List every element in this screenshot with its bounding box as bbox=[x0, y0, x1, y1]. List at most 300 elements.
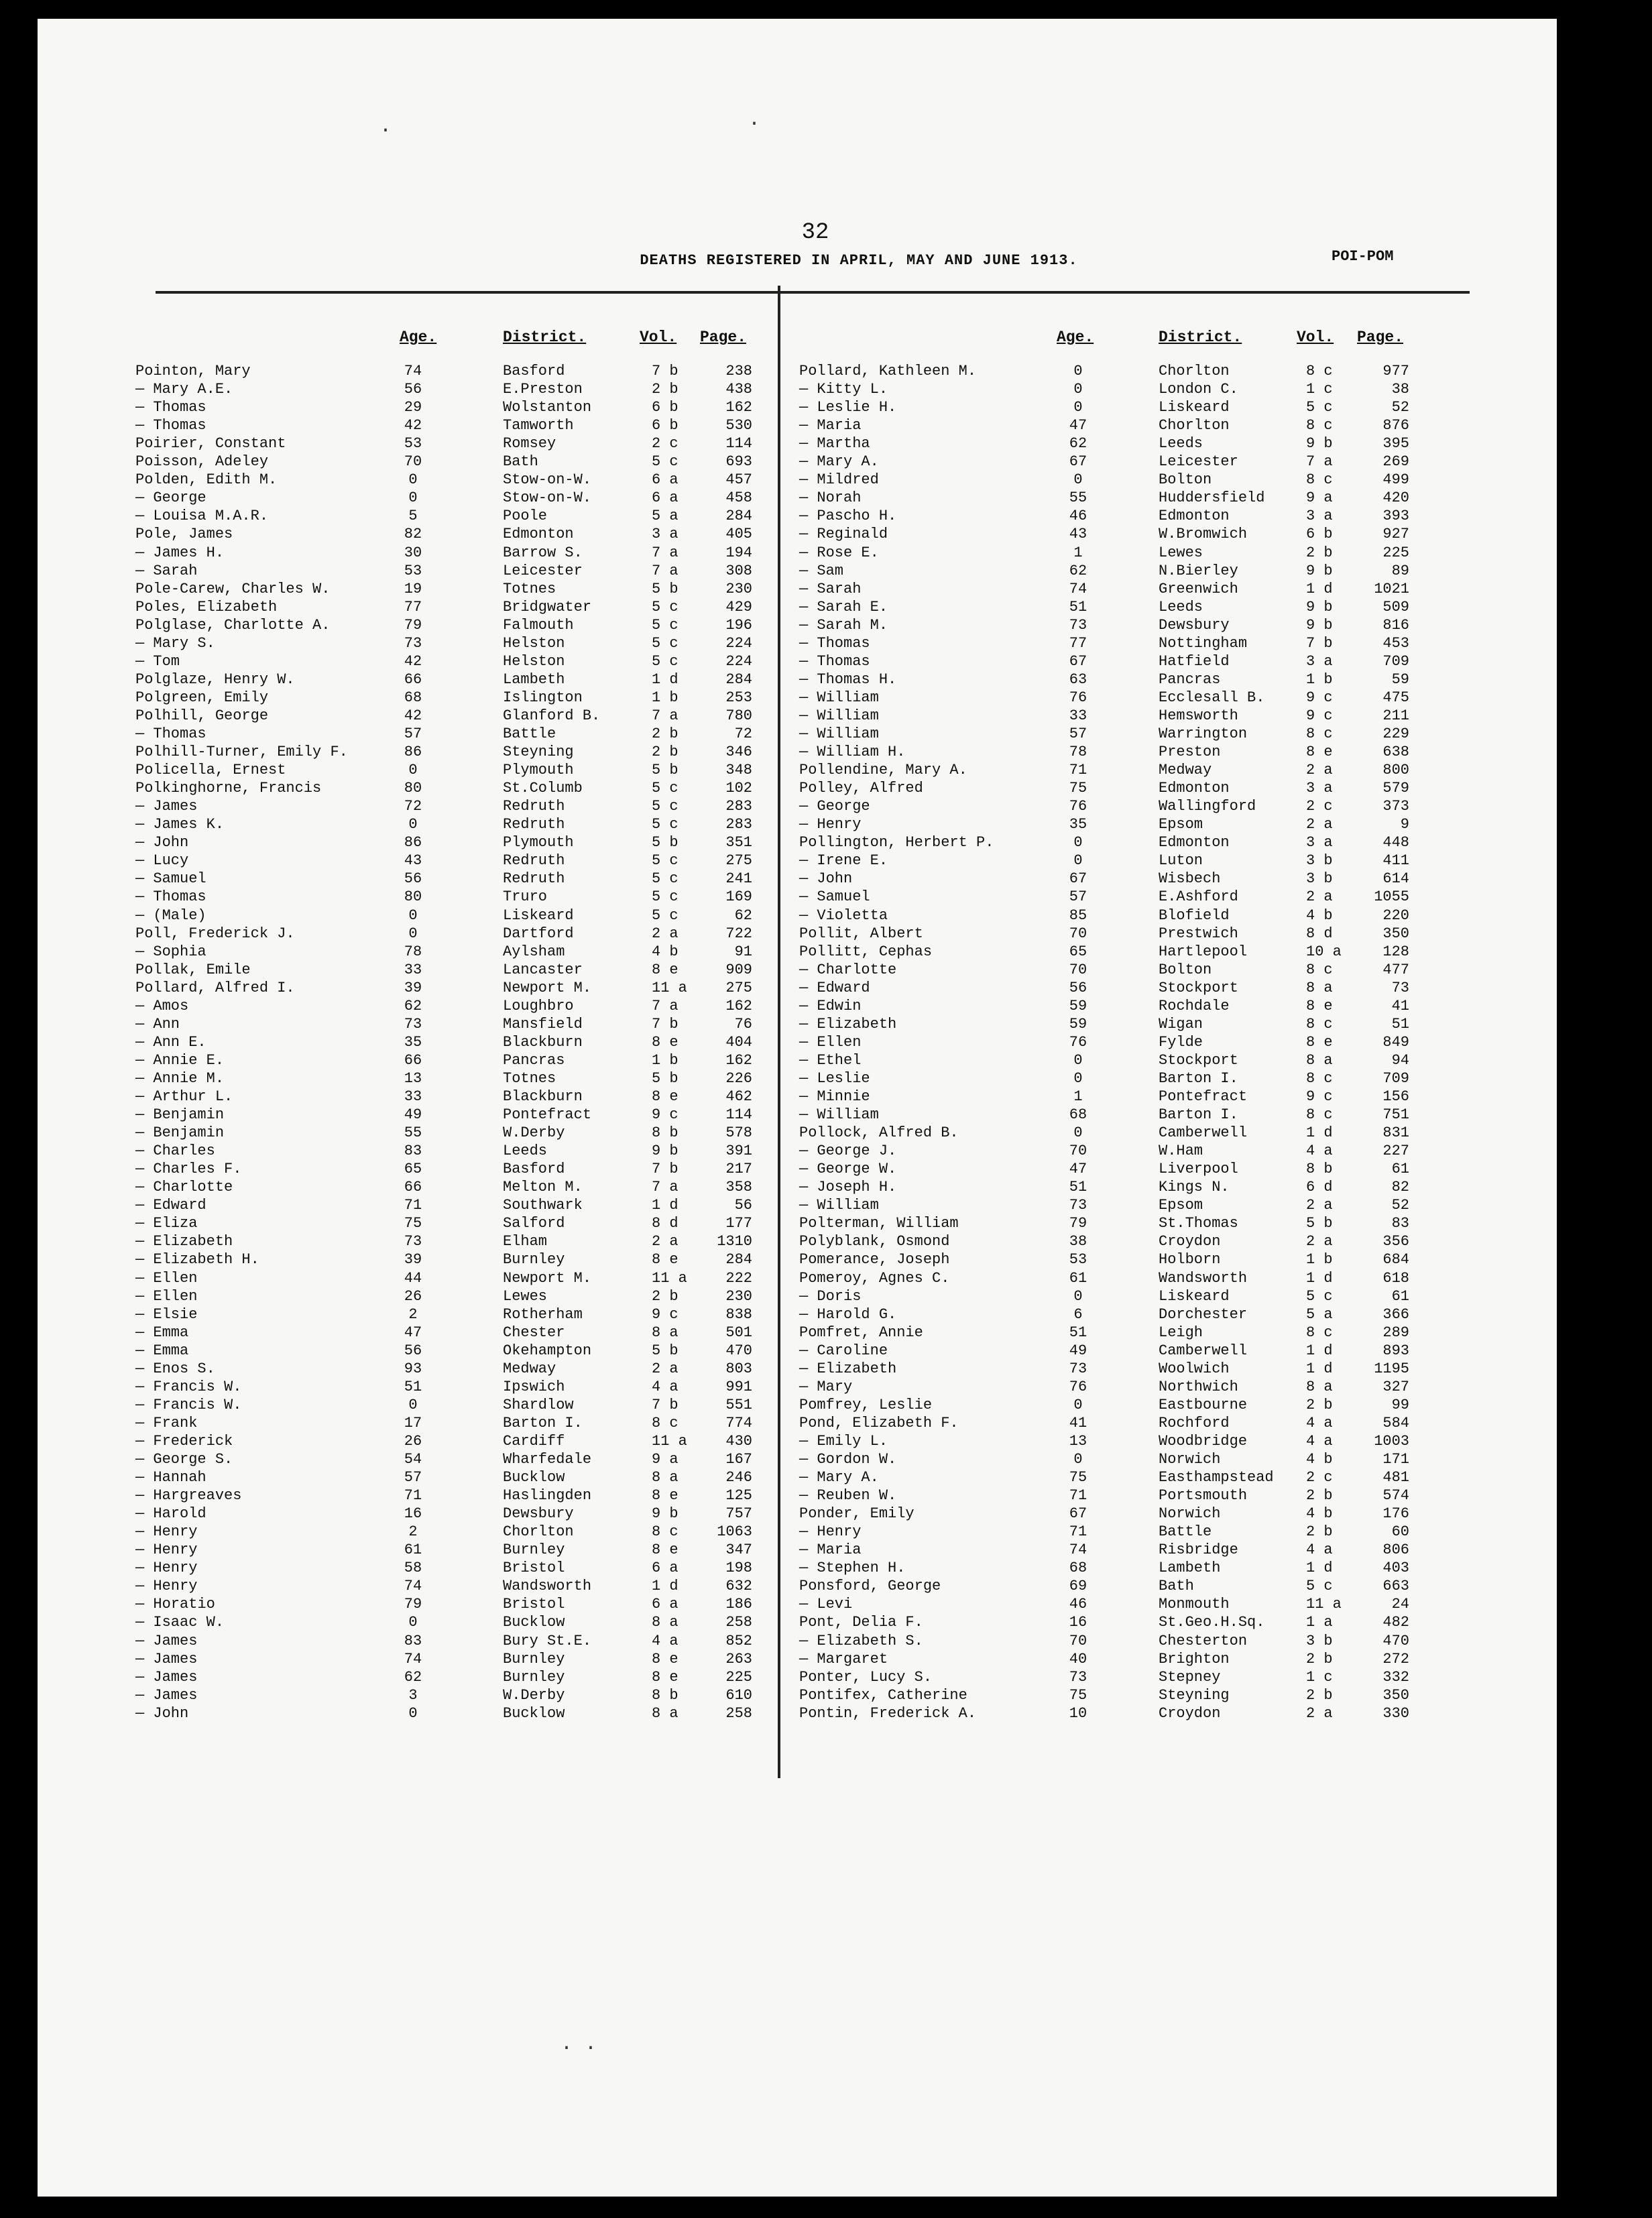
entry-age: 0 bbox=[1073, 1069, 1083, 1087]
entry-row bbox=[799, 1196, 1429, 1214]
entry-vol: 5 b bbox=[652, 762, 678, 779]
entry-age: 0 bbox=[1073, 834, 1083, 852]
entry-age: 47 bbox=[404, 1324, 422, 1341]
entry-vol: 7 a bbox=[652, 544, 678, 561]
entry-vol: 8 e bbox=[652, 1088, 678, 1105]
entry-name: — Annie E. bbox=[135, 1051, 225, 1069]
entry-district: Croydon bbox=[1159, 1233, 1221, 1250]
entry-vol: 7 a bbox=[652, 997, 678, 1014]
entry-district: Chorlton bbox=[1159, 417, 1230, 434]
entry-age: 93 bbox=[404, 1360, 422, 1377]
entry-page: 283 bbox=[725, 798, 752, 815]
entry-age: 68 bbox=[1069, 1560, 1087, 1577]
entry-name: — Francis W. bbox=[135, 1378, 242, 1395]
entry-row bbox=[135, 525, 766, 543]
entry-name: Polley, Alfred bbox=[799, 780, 923, 797]
entry-age: 5 bbox=[408, 508, 418, 525]
entry-age: 46 bbox=[1069, 508, 1087, 525]
entry-vol: 4 a bbox=[1306, 1432, 1333, 1450]
entry-row bbox=[135, 725, 766, 743]
entry-name: — Henry bbox=[135, 1578, 198, 1595]
entry-age: 35 bbox=[1069, 816, 1087, 833]
entry-age: 10 bbox=[1069, 1704, 1087, 1722]
entry-page: 59 bbox=[1391, 670, 1409, 688]
entry-name: — Doris bbox=[799, 1287, 862, 1305]
right-age-header: Age. bbox=[1057, 329, 1094, 346]
entry-name: — Maria bbox=[799, 1541, 862, 1559]
entry-district: Pontefract bbox=[503, 1106, 592, 1124]
entry-age: 74 bbox=[1069, 1541, 1087, 1559]
entry-name: — George S. bbox=[135, 1451, 233, 1468]
entry-name: — Harold bbox=[135, 1505, 206, 1523]
entry-vol: 8 c bbox=[1306, 1015, 1333, 1033]
entry-row bbox=[799, 1595, 1429, 1613]
entry-vol: 5 c bbox=[652, 598, 678, 616]
entry-name: Pomfret, Annie bbox=[799, 1324, 923, 1341]
entry-district: W.Derby bbox=[503, 1686, 565, 1704]
entry-page: 849 bbox=[1382, 1033, 1409, 1051]
entry-page: 457 bbox=[725, 471, 752, 489]
entry-vol: 1 a bbox=[1306, 1614, 1333, 1631]
entry-row bbox=[799, 1033, 1429, 1051]
entry-vol: 1 c bbox=[1306, 1668, 1333, 1686]
entry-district: Newport M. bbox=[503, 979, 592, 996]
entry-age: 73 bbox=[1069, 616, 1087, 634]
entry-name: — Horatio bbox=[135, 1596, 215, 1613]
entry-row bbox=[799, 1069, 1429, 1088]
entry-district: Bucklow bbox=[503, 1704, 565, 1722]
entry-vol: 7 b bbox=[652, 1015, 678, 1033]
entry-row bbox=[799, 979, 1429, 997]
entry-district: Bridgwater bbox=[503, 598, 592, 616]
entry-district: Stow-on-W. bbox=[503, 471, 592, 489]
entry-district: Tamworth bbox=[503, 417, 574, 434]
entry-vol: 8 d bbox=[652, 1215, 678, 1232]
entry-row bbox=[135, 1324, 766, 1342]
entry-age: 62 bbox=[1069, 562, 1087, 579]
entry-vol: 5 c bbox=[1306, 1578, 1333, 1595]
entry-row bbox=[799, 1342, 1429, 1360]
entry-row bbox=[135, 1595, 766, 1613]
entry-district: Liskeard bbox=[1159, 399, 1230, 416]
entry-district: Rochford bbox=[1159, 1414, 1230, 1432]
entry-page: 991 bbox=[725, 1378, 752, 1395]
entry-page: 224 bbox=[725, 652, 752, 670]
entry-name: — Maria bbox=[799, 417, 862, 434]
entry-vol: 1 d bbox=[1306, 1360, 1333, 1377]
entry-page: 60 bbox=[1391, 1523, 1409, 1541]
entry-age: 0 bbox=[1073, 852, 1083, 870]
entry-page: 263 bbox=[725, 1650, 752, 1668]
entry-page: 395 bbox=[1382, 435, 1409, 453]
entry-age: 75 bbox=[404, 1215, 422, 1232]
entry-name: — Rose E. bbox=[799, 544, 879, 561]
entry-vol: 11 a bbox=[1306, 1596, 1342, 1613]
entry-name: — Samuel bbox=[135, 870, 206, 888]
entry-name: — Elizabeth bbox=[135, 1233, 233, 1250]
entry-vol: 7 b bbox=[1306, 634, 1333, 652]
entry-vol: 9 c bbox=[1306, 1088, 1333, 1105]
entry-vol: 6 d bbox=[1306, 1179, 1333, 1196]
entry-district: Battle bbox=[1159, 1523, 1212, 1541]
entry-row bbox=[135, 1414, 766, 1432]
entry-age: 71 bbox=[404, 1197, 422, 1214]
entry-district: Helston bbox=[503, 652, 565, 670]
entry-name: — Sarah M. bbox=[799, 616, 888, 634]
entry-page: 347 bbox=[725, 1541, 752, 1559]
entry-district: Bath bbox=[1159, 1578, 1194, 1595]
entry-age: 33 bbox=[404, 1088, 422, 1105]
entry-name: — Gordon W. bbox=[799, 1451, 897, 1468]
entry-page: 393 bbox=[1382, 508, 1409, 525]
entry-page: 481 bbox=[1382, 1469, 1409, 1486]
left-age-header: Age. bbox=[400, 329, 437, 346]
entry-row bbox=[799, 1650, 1429, 1668]
entry-name: — Louisa M.A.R. bbox=[135, 508, 269, 525]
entry-page: 579 bbox=[1382, 780, 1409, 797]
entry-name: Polhill-Turner, Emily F. bbox=[135, 744, 348, 761]
entry-district: Newport M. bbox=[503, 1269, 592, 1287]
entry-row bbox=[799, 852, 1429, 870]
entry-name: Poisson, Adeley bbox=[135, 453, 269, 471]
entry-district: Hartlepool bbox=[1159, 943, 1248, 960]
entry-district: Stockport bbox=[1159, 1051, 1238, 1069]
entry-age: 0 bbox=[1073, 1124, 1083, 1142]
entry-district: Easthampstead bbox=[1159, 1469, 1274, 1486]
entry-row bbox=[135, 1160, 766, 1178]
entry-row bbox=[799, 888, 1429, 906]
entry-vol: 1 d bbox=[1306, 1342, 1333, 1359]
entry-age: 61 bbox=[1069, 1269, 1087, 1287]
entry-name: Pond, Elizabeth F. bbox=[799, 1414, 959, 1432]
entry-district: Norwich bbox=[1159, 1505, 1221, 1523]
entry-row bbox=[135, 1505, 766, 1523]
entry-page: 226 bbox=[725, 1069, 752, 1087]
entry-row bbox=[135, 1178, 766, 1196]
entry-district: Loughbro bbox=[503, 997, 574, 1014]
entry-district: Edmonton bbox=[503, 526, 574, 543]
entry-vol: 5 c bbox=[652, 816, 678, 833]
entry-row bbox=[135, 1015, 766, 1033]
entry-vol: 6 b bbox=[652, 399, 678, 416]
entry-row bbox=[135, 925, 766, 943]
entry-name: — Margaret bbox=[799, 1650, 888, 1668]
entry-age: 56 bbox=[404, 870, 422, 888]
entry-page: 308 bbox=[725, 562, 752, 579]
entry-page: 470 bbox=[1382, 1632, 1409, 1649]
entry-district: Blackburn bbox=[503, 1033, 583, 1051]
entry-name: Polyblank, Osmond bbox=[799, 1233, 950, 1250]
entry-vol: 9 b bbox=[652, 1143, 678, 1160]
entry-name: Pollendine, Mary A. bbox=[799, 762, 967, 779]
entry-district: Lewes bbox=[1159, 544, 1203, 561]
entry-age: 0 bbox=[1073, 471, 1083, 489]
entry-age: 57 bbox=[1069, 725, 1087, 742]
entry-age: 1 bbox=[1073, 1088, 1083, 1105]
entry-age: 70 bbox=[1069, 1143, 1087, 1160]
entry-vol: 3 b bbox=[1306, 1632, 1333, 1649]
speck-mark: · bbox=[379, 119, 392, 142]
left-district-header: District. bbox=[503, 329, 587, 346]
entry-page: 430 bbox=[725, 1432, 752, 1450]
entry-page: 227 bbox=[1382, 1143, 1409, 1160]
entry-name: — George bbox=[135, 489, 206, 507]
entry-name: — Edwin bbox=[799, 997, 862, 1014]
entry-age: 73 bbox=[404, 634, 422, 652]
entry-page: 475 bbox=[1382, 689, 1409, 706]
entry-district: Portsmouth bbox=[1159, 1487, 1248, 1505]
entry-page: 816 bbox=[1382, 616, 1409, 634]
entry-vol: 8 a bbox=[652, 1469, 678, 1486]
entry-vol: 1 b bbox=[1306, 1251, 1333, 1269]
entry-row bbox=[799, 434, 1429, 453]
entry-name: — Thomas bbox=[135, 399, 206, 416]
entry-name: — Ellen bbox=[135, 1269, 198, 1287]
entry-district: Chorlton bbox=[503, 1523, 574, 1541]
entry-page: 709 bbox=[1382, 652, 1409, 670]
entry-page: 709 bbox=[1382, 1069, 1409, 1087]
entry-row bbox=[135, 707, 766, 725]
entry-page: 551 bbox=[725, 1396, 752, 1413]
speck-mark: · bbox=[748, 113, 761, 135]
entry-page: 24 bbox=[1391, 1596, 1409, 1613]
entry-row bbox=[135, 1432, 766, 1450]
entry-row bbox=[135, 398, 766, 416]
page-number: 32 bbox=[801, 220, 829, 245]
entry-district: Romsey bbox=[503, 435, 556, 453]
entry-name: Pont, Delia F. bbox=[799, 1614, 923, 1631]
entry-row bbox=[135, 1650, 766, 1668]
entry-name: Ponder, Emily bbox=[799, 1505, 914, 1523]
entry-name: — Emma bbox=[135, 1342, 189, 1359]
entry-row bbox=[135, 1232, 766, 1250]
entry-age: 2 bbox=[408, 1523, 418, 1541]
entry-page: 162 bbox=[725, 1051, 752, 1069]
entry-page: 38 bbox=[1391, 381, 1409, 398]
entry-row bbox=[799, 1360, 1429, 1378]
entry-vol: 11 a bbox=[652, 979, 687, 996]
entry-district: Redruth bbox=[503, 798, 565, 815]
entry-name: — Henry bbox=[135, 1541, 198, 1559]
entry-district: Camberwell bbox=[1159, 1124, 1248, 1142]
entry-row bbox=[135, 1668, 766, 1686]
entry-page: 171 bbox=[1382, 1451, 1409, 1468]
entry-age: 49 bbox=[1069, 1342, 1087, 1359]
entry-row bbox=[135, 1378, 766, 1396]
entry-vol: 7 a bbox=[1306, 453, 1333, 471]
entry-district: Elham bbox=[503, 1233, 548, 1250]
entry-vol: 9 c bbox=[1306, 707, 1333, 724]
entry-vol: 8 c bbox=[1306, 417, 1333, 434]
entry-row bbox=[799, 1269, 1429, 1287]
entry-age: 58 bbox=[404, 1560, 422, 1577]
entry-age: 0 bbox=[408, 925, 418, 942]
entry-row bbox=[799, 1214, 1429, 1232]
entry-name: Polgreen, Emily bbox=[135, 689, 269, 706]
entry-name: — Mary bbox=[799, 1378, 853, 1395]
entry-age: 38 bbox=[1069, 1233, 1087, 1250]
entry-page: 52 bbox=[1391, 1197, 1409, 1214]
entry-age: 43 bbox=[1069, 526, 1087, 543]
entry-row bbox=[135, 453, 766, 471]
entry-age: 56 bbox=[404, 381, 422, 398]
entry-row bbox=[135, 1305, 766, 1324]
entry-age: 0 bbox=[408, 1704, 418, 1722]
entry-vol: 8 c bbox=[1306, 725, 1333, 742]
entry-row bbox=[799, 1124, 1429, 1142]
entry-name: — James K. bbox=[135, 816, 225, 833]
entry-district: Stockport bbox=[1159, 979, 1238, 996]
entry-name: — Reginald bbox=[799, 526, 888, 543]
entry-row bbox=[135, 1468, 766, 1486]
entry-district: Helston bbox=[503, 634, 565, 652]
entry-age: 13 bbox=[1069, 1432, 1087, 1450]
entry-district: Salford bbox=[503, 1215, 565, 1232]
entry-name: — Edward bbox=[799, 979, 870, 996]
entry-name: — Henry bbox=[135, 1523, 198, 1541]
entry-vol: 8 c bbox=[1306, 471, 1333, 489]
entry-vol: 9 b bbox=[652, 1505, 678, 1523]
entry-district: Liskeard bbox=[503, 907, 574, 924]
entry-age: 0 bbox=[1073, 399, 1083, 416]
entry-district: Epsom bbox=[1159, 1197, 1203, 1214]
entry-district: Epsom bbox=[1159, 816, 1203, 833]
entry-vol: 2 a bbox=[652, 1233, 678, 1250]
entry-row bbox=[799, 1051, 1429, 1069]
entry-row bbox=[799, 1686, 1429, 1704]
entry-row bbox=[135, 943, 766, 961]
entry-row bbox=[135, 562, 766, 580]
entry-row bbox=[799, 1250, 1429, 1269]
entry-row bbox=[799, 997, 1429, 1015]
entry-row bbox=[135, 507, 766, 525]
entry-age: 33 bbox=[404, 961, 422, 978]
entry-vol: 7 b bbox=[652, 1396, 678, 1413]
entry-age: 66 bbox=[404, 670, 422, 688]
entry-vol: 3 a bbox=[1306, 834, 1333, 852]
entry-district: Barrow S. bbox=[503, 544, 583, 561]
entry-name: — Ellen bbox=[135, 1287, 198, 1305]
entry-district: Blofield bbox=[1159, 907, 1230, 924]
entry-district: Steyning bbox=[503, 744, 574, 761]
entry-name: — Hannah bbox=[135, 1469, 206, 1486]
entry-row bbox=[799, 797, 1429, 815]
entry-row bbox=[799, 580, 1429, 598]
entry-district: Chester bbox=[503, 1324, 565, 1341]
entry-page: 852 bbox=[725, 1632, 752, 1649]
entry-row bbox=[799, 398, 1429, 416]
entry-row bbox=[135, 634, 766, 652]
entry-vol: 8 e bbox=[1306, 997, 1333, 1014]
entry-row bbox=[799, 362, 1429, 380]
entry-age: 0 bbox=[408, 816, 418, 833]
entry-row bbox=[135, 852, 766, 870]
entry-district: Greenwich bbox=[1159, 580, 1238, 597]
entry-district: Haslingden bbox=[503, 1487, 592, 1505]
entry-name: — Charles bbox=[135, 1143, 215, 1160]
entry-name: Pontifex, Catherine bbox=[799, 1686, 967, 1704]
entry-vol: 8 a bbox=[652, 1324, 678, 1341]
entry-page: 578 bbox=[725, 1124, 752, 1142]
entry-vol: 6 a bbox=[652, 489, 678, 507]
entry-vol: 2 b bbox=[1306, 1487, 1333, 1505]
entry-page: 477 bbox=[1382, 961, 1409, 978]
entry-page: 91 bbox=[734, 943, 752, 960]
entry-age: 47 bbox=[1069, 1161, 1087, 1178]
entry-vol: 5 b bbox=[652, 1069, 678, 1087]
entry-age: 47 bbox=[1069, 417, 1087, 434]
entry-page: 73 bbox=[1391, 979, 1409, 996]
entry-name: — Thomas bbox=[135, 725, 206, 742]
entry-age: 35 bbox=[404, 1033, 422, 1051]
entry-page: 128 bbox=[1382, 943, 1409, 960]
entry-age: 53 bbox=[404, 562, 422, 579]
entry-district: Leicester bbox=[503, 562, 583, 579]
entry-age: 78 bbox=[404, 943, 422, 960]
entry-age: 75 bbox=[1069, 780, 1087, 797]
entry-age: 76 bbox=[1069, 798, 1087, 815]
entry-vol: 5 c bbox=[1306, 399, 1333, 416]
entry-row bbox=[135, 1106, 766, 1124]
entry-page: 803 bbox=[725, 1360, 752, 1377]
entry-vol: 6 b bbox=[652, 417, 678, 434]
entry-page: 509 bbox=[1382, 598, 1409, 616]
entry-page: 220 bbox=[1382, 907, 1409, 924]
entry-district: Monmouth bbox=[1159, 1596, 1230, 1613]
entry-age: 44 bbox=[404, 1269, 422, 1287]
entry-district: Burnley bbox=[503, 1668, 565, 1686]
entry-vol: 8 d bbox=[1306, 925, 1333, 942]
entry-page: 229 bbox=[1382, 725, 1409, 742]
entry-vol: 3 a bbox=[652, 526, 678, 543]
entry-vol: 2 a bbox=[1306, 762, 1333, 779]
entry-row bbox=[799, 1142, 1429, 1160]
entry-district: E.Preston bbox=[503, 381, 583, 398]
entry-district: Poole bbox=[503, 508, 548, 525]
entry-district: Okehampton bbox=[503, 1342, 592, 1359]
entry-vol: 1 d bbox=[652, 670, 678, 688]
entry-age: 0 bbox=[1073, 1451, 1083, 1468]
entry-page: 41 bbox=[1391, 997, 1409, 1014]
entry-name: — Mary S. bbox=[135, 634, 215, 652]
entry-district: Risbridge bbox=[1159, 1541, 1238, 1559]
entry-vol: 4 b bbox=[1306, 1451, 1333, 1468]
entry-row bbox=[135, 1250, 766, 1269]
entry-vol: 2 b bbox=[1306, 1396, 1333, 1413]
entry-page: 751 bbox=[1382, 1106, 1409, 1124]
entry-row bbox=[799, 961, 1429, 979]
entry-age: 71 bbox=[404, 1487, 422, 1505]
entry-row bbox=[135, 1142, 766, 1160]
entry-name: — Stephen H. bbox=[799, 1560, 906, 1577]
entry-row bbox=[799, 907, 1429, 925]
entry-vol: 2 a bbox=[1306, 1233, 1333, 1250]
entry-district: Pontefract bbox=[1159, 1088, 1248, 1105]
entry-district: W.Derby bbox=[503, 1124, 565, 1142]
entry-name: — Elizabeth H. bbox=[135, 1251, 259, 1269]
entry-name: — Amos bbox=[135, 997, 189, 1014]
entry-row bbox=[799, 1160, 1429, 1178]
entry-age: 76 bbox=[1069, 689, 1087, 706]
entry-page: 196 bbox=[725, 616, 752, 634]
entry-row bbox=[135, 1486, 766, 1505]
entry-district: Lambeth bbox=[1159, 1560, 1221, 1577]
entry-row bbox=[135, 888, 766, 906]
entry-age: 78 bbox=[1069, 744, 1087, 761]
entry-row bbox=[799, 1523, 1429, 1541]
entry-row bbox=[799, 1088, 1429, 1106]
entry-row bbox=[135, 815, 766, 833]
